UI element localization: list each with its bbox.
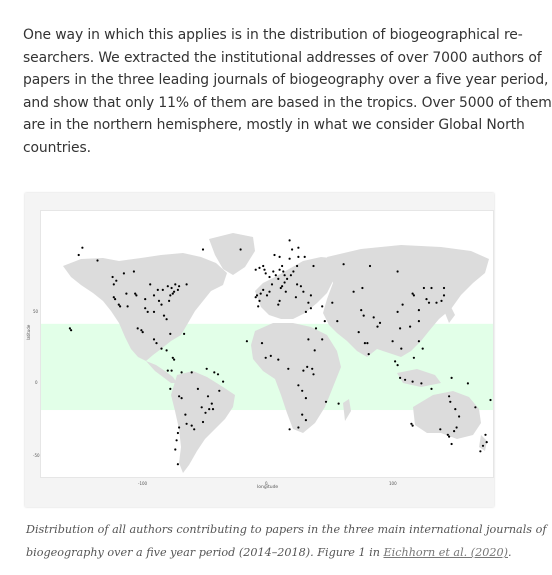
author-point bbox=[191, 371, 193, 373]
author-point bbox=[265, 357, 267, 359]
author-point bbox=[301, 414, 303, 416]
author-point bbox=[78, 254, 80, 256]
author-point bbox=[484, 434, 486, 436]
land-new-zealand bbox=[479, 435, 487, 451]
author-point bbox=[307, 302, 309, 304]
author-point bbox=[70, 329, 72, 331]
author-point bbox=[286, 278, 288, 280]
author-point bbox=[284, 274, 286, 276]
author-point bbox=[336, 320, 338, 322]
author-point bbox=[397, 270, 399, 272]
author-point bbox=[358, 331, 360, 333]
author-point bbox=[261, 342, 263, 344]
author-point bbox=[279, 256, 281, 258]
author-point bbox=[168, 300, 170, 302]
author-point bbox=[155, 342, 157, 344]
author-point bbox=[289, 258, 291, 260]
author-point bbox=[218, 390, 220, 392]
author-point bbox=[166, 318, 168, 320]
author-point bbox=[153, 311, 155, 313]
author-point bbox=[280, 287, 282, 289]
paragraph-line: countries. bbox=[23, 139, 91, 156]
author-point bbox=[265, 272, 267, 274]
author-point bbox=[428, 302, 430, 304]
paragraph-line: and show that only 11% of them are based in the tropics. Over 5000 of them bbox=[23, 94, 552, 111]
author-point bbox=[135, 294, 137, 296]
author-point bbox=[123, 272, 125, 274]
author-point bbox=[321, 305, 323, 307]
author-point bbox=[331, 302, 333, 304]
author-point bbox=[263, 269, 265, 271]
author-point bbox=[400, 348, 402, 350]
author-point bbox=[443, 294, 445, 296]
author-point bbox=[394, 360, 396, 362]
author-point bbox=[479, 450, 481, 452]
author-point bbox=[197, 388, 199, 390]
author-point bbox=[301, 390, 303, 392]
caption-line-2 bbox=[26, 541, 512, 564]
author-point bbox=[147, 311, 149, 313]
figure-world-map[interactable] bbox=[25, 193, 494, 507]
author-point bbox=[118, 304, 120, 306]
author-point bbox=[467, 382, 469, 384]
author-point bbox=[272, 270, 274, 272]
y-tick-label: -50 bbox=[33, 453, 40, 458]
author-point bbox=[418, 309, 420, 311]
author-point bbox=[246, 340, 248, 342]
x-tick-label: 0 bbox=[265, 481, 268, 486]
author-point bbox=[255, 269, 257, 271]
author-point bbox=[258, 300, 260, 302]
author-point bbox=[258, 267, 260, 269]
author-point bbox=[281, 265, 283, 267]
author-point bbox=[113, 283, 115, 285]
author-point bbox=[262, 289, 264, 291]
author-point bbox=[277, 278, 279, 280]
author-point bbox=[171, 287, 173, 289]
author-point bbox=[222, 381, 224, 383]
author-point bbox=[402, 304, 404, 306]
author-point bbox=[287, 368, 289, 370]
author-point bbox=[296, 265, 298, 267]
author-point bbox=[420, 382, 422, 384]
author-point bbox=[312, 265, 314, 267]
author-point bbox=[314, 349, 316, 351]
x-axis-label: longitude bbox=[257, 485, 279, 490]
author-point bbox=[173, 359, 175, 361]
author-point bbox=[125, 293, 127, 295]
author-point bbox=[413, 357, 415, 359]
author-point bbox=[183, 333, 185, 335]
author-point bbox=[140, 329, 142, 331]
author-point bbox=[376, 326, 378, 328]
author-point bbox=[285, 291, 287, 293]
author-point bbox=[310, 294, 312, 296]
author-point bbox=[166, 349, 168, 351]
author-point bbox=[451, 377, 453, 379]
author-point bbox=[321, 338, 323, 340]
author-point bbox=[167, 285, 169, 287]
author-point bbox=[271, 283, 273, 285]
author-point bbox=[142, 331, 144, 333]
author-point bbox=[443, 287, 445, 289]
author-point bbox=[366, 342, 368, 344]
author-point bbox=[144, 298, 146, 300]
author-point bbox=[295, 296, 297, 298]
author-point bbox=[447, 434, 449, 436]
author-point bbox=[157, 289, 159, 291]
author-point bbox=[204, 412, 206, 414]
author-point bbox=[177, 432, 179, 434]
author-point bbox=[302, 291, 304, 293]
author-point bbox=[162, 289, 164, 291]
author-point bbox=[144, 307, 146, 309]
author-point bbox=[178, 285, 180, 287]
author-point bbox=[119, 305, 121, 307]
author-point bbox=[167, 370, 169, 372]
figure-caption bbox=[26, 518, 547, 564]
author-point bbox=[163, 315, 165, 317]
author-point bbox=[412, 381, 414, 383]
author-point bbox=[257, 305, 259, 307]
author-point bbox=[133, 270, 135, 272]
body-paragraph bbox=[23, 24, 552, 160]
paragraph-line: One way in which this applies is in the distribution of biogeographical re- bbox=[23, 27, 523, 43]
author-point bbox=[169, 294, 171, 296]
author-point bbox=[137, 327, 139, 329]
author-point bbox=[425, 298, 427, 300]
author-point bbox=[153, 338, 155, 340]
author-point bbox=[311, 368, 313, 370]
author-point bbox=[193, 428, 195, 430]
author-point bbox=[412, 425, 414, 427]
author-point bbox=[201, 406, 203, 408]
author-point bbox=[178, 395, 180, 397]
author-point bbox=[418, 320, 420, 322]
author-point bbox=[206, 368, 208, 370]
paragraph-line: searchers. We extracted the institutional addresses of over 7000 authors of bbox=[23, 49, 542, 66]
author-point bbox=[262, 265, 264, 267]
author-point bbox=[315, 327, 317, 329]
author-point bbox=[186, 423, 188, 425]
author-point bbox=[418, 340, 420, 342]
author-point bbox=[186, 283, 188, 285]
author-point bbox=[448, 436, 450, 438]
author-point bbox=[449, 401, 451, 403]
author-point bbox=[279, 300, 281, 302]
author-point bbox=[302, 370, 304, 372]
author-point bbox=[169, 388, 171, 390]
author-point bbox=[399, 327, 401, 329]
author-point bbox=[270, 355, 272, 357]
author-point bbox=[410, 423, 412, 425]
author-point bbox=[451, 443, 453, 445]
author-point bbox=[81, 247, 83, 249]
author-point bbox=[439, 428, 441, 430]
author-point bbox=[169, 333, 171, 335]
author-point bbox=[149, 283, 151, 285]
paragraph-line: are in the northern hemisphere, mostly in what we consider Global North bbox=[23, 117, 525, 134]
y-tick-label: 0 bbox=[35, 380, 38, 385]
caption-period: . bbox=[507, 546, 512, 559]
author-point bbox=[268, 276, 270, 278]
author-point bbox=[290, 274, 292, 276]
author-point bbox=[379, 322, 381, 324]
author-point bbox=[397, 311, 399, 313]
author-point bbox=[171, 370, 173, 372]
x-tick-label: -100 bbox=[138, 481, 148, 486]
author-point bbox=[181, 397, 183, 399]
author-point bbox=[191, 425, 193, 427]
author-point bbox=[422, 348, 424, 350]
author-point bbox=[291, 248, 293, 250]
author-point bbox=[353, 291, 355, 293]
author-point bbox=[305, 419, 307, 421]
author-point bbox=[486, 441, 488, 443]
author-point bbox=[423, 287, 425, 289]
author-point bbox=[404, 379, 406, 381]
author-point bbox=[127, 305, 129, 307]
author-point bbox=[297, 426, 299, 428]
author-point bbox=[173, 291, 175, 293]
author-point bbox=[174, 283, 176, 285]
y-tick-label: 50 bbox=[33, 309, 39, 314]
author-point bbox=[277, 304, 279, 306]
author-point bbox=[256, 294, 258, 296]
author-point bbox=[363, 315, 365, 317]
author-point bbox=[207, 395, 209, 397]
author-point bbox=[153, 294, 155, 296]
plot-panel bbox=[40, 210, 494, 478]
author-point bbox=[453, 430, 455, 432]
author-point bbox=[338, 403, 340, 405]
author-point bbox=[268, 291, 270, 293]
author-point bbox=[409, 326, 411, 328]
author-point bbox=[277, 359, 279, 361]
author-point bbox=[115, 280, 117, 282]
author-point bbox=[273, 254, 275, 256]
author-point bbox=[458, 415, 460, 417]
author-point bbox=[300, 285, 302, 287]
author-point bbox=[392, 340, 394, 342]
author-point bbox=[178, 426, 180, 428]
author-point bbox=[284, 281, 286, 283]
author-point bbox=[448, 395, 450, 397]
author-point bbox=[305, 397, 307, 399]
author-point bbox=[177, 289, 179, 291]
author-point bbox=[240, 248, 242, 250]
author-point bbox=[360, 309, 362, 311]
author-point bbox=[325, 401, 327, 403]
author-point bbox=[430, 388, 432, 390]
author-point bbox=[213, 371, 215, 373]
author-point bbox=[134, 293, 136, 295]
author-point bbox=[474, 406, 476, 408]
author-point bbox=[255, 296, 257, 298]
author-point bbox=[364, 342, 366, 344]
author-point bbox=[297, 247, 299, 249]
author-point bbox=[217, 373, 219, 375]
y-axis-label: latitude bbox=[26, 324, 31, 340]
author-point bbox=[324, 320, 326, 322]
author-point bbox=[172, 293, 174, 295]
author-point bbox=[305, 311, 307, 313]
author-point bbox=[282, 270, 284, 272]
author-point bbox=[373, 316, 375, 318]
author-point bbox=[266, 294, 268, 296]
author-point bbox=[275, 274, 277, 276]
author-point bbox=[281, 285, 283, 287]
author-point bbox=[279, 269, 281, 271]
author-point bbox=[435, 302, 437, 304]
paragraph-line: papers in the three leading journals of biogeography over a five year period, bbox=[23, 72, 549, 89]
author-point bbox=[412, 293, 414, 295]
author-point bbox=[202, 421, 204, 423]
author-point bbox=[202, 248, 204, 250]
author-point bbox=[158, 300, 160, 302]
author-point bbox=[361, 287, 363, 289]
citation-link[interactable]: Eichhorn et al. (2020) bbox=[383, 546, 508, 559]
author-point bbox=[454, 408, 456, 410]
author-point bbox=[368, 353, 370, 355]
author-point bbox=[113, 296, 115, 298]
author-point bbox=[181, 371, 183, 373]
author-point bbox=[306, 366, 308, 368]
author-point bbox=[310, 307, 312, 309]
author-point bbox=[482, 445, 484, 447]
author-point bbox=[174, 448, 176, 450]
author-point bbox=[399, 377, 401, 379]
author-point bbox=[297, 256, 299, 258]
author-point bbox=[112, 276, 114, 278]
author-point bbox=[96, 259, 98, 261]
author-point bbox=[260, 293, 262, 295]
author-point bbox=[208, 408, 210, 410]
author-point bbox=[456, 426, 458, 428]
x-tick-label: 100 bbox=[389, 481, 397, 486]
author-point bbox=[430, 287, 432, 289]
author-point bbox=[177, 463, 179, 465]
world-map-scatter bbox=[41, 211, 493, 477]
author-point bbox=[289, 428, 291, 430]
author-point bbox=[489, 399, 491, 401]
author-point bbox=[176, 439, 178, 441]
author-point bbox=[397, 364, 399, 366]
author-point bbox=[343, 263, 345, 265]
author-point bbox=[369, 265, 371, 267]
author-point bbox=[413, 294, 415, 296]
author-point bbox=[211, 403, 213, 405]
author-point bbox=[69, 327, 71, 329]
author-point bbox=[304, 256, 306, 258]
author-point bbox=[184, 414, 186, 416]
author-point bbox=[212, 408, 214, 410]
caption-text: biogeography over a five year period (2014–2018). Figure 1 in bbox=[26, 546, 384, 559]
author-point bbox=[114, 298, 116, 300]
author-point bbox=[440, 300, 442, 302]
author-point bbox=[292, 270, 294, 272]
author-point bbox=[160, 348, 162, 350]
author-point bbox=[296, 283, 298, 285]
author-point bbox=[312, 373, 314, 375]
author-point bbox=[172, 357, 174, 359]
caption-line-1: Distribution of all authors contributing to papers in the three main international journals of bbox=[26, 523, 547, 536]
author-point bbox=[289, 239, 291, 241]
author-point bbox=[160, 304, 162, 306]
author-point bbox=[297, 384, 299, 386]
author-point bbox=[307, 338, 309, 340]
